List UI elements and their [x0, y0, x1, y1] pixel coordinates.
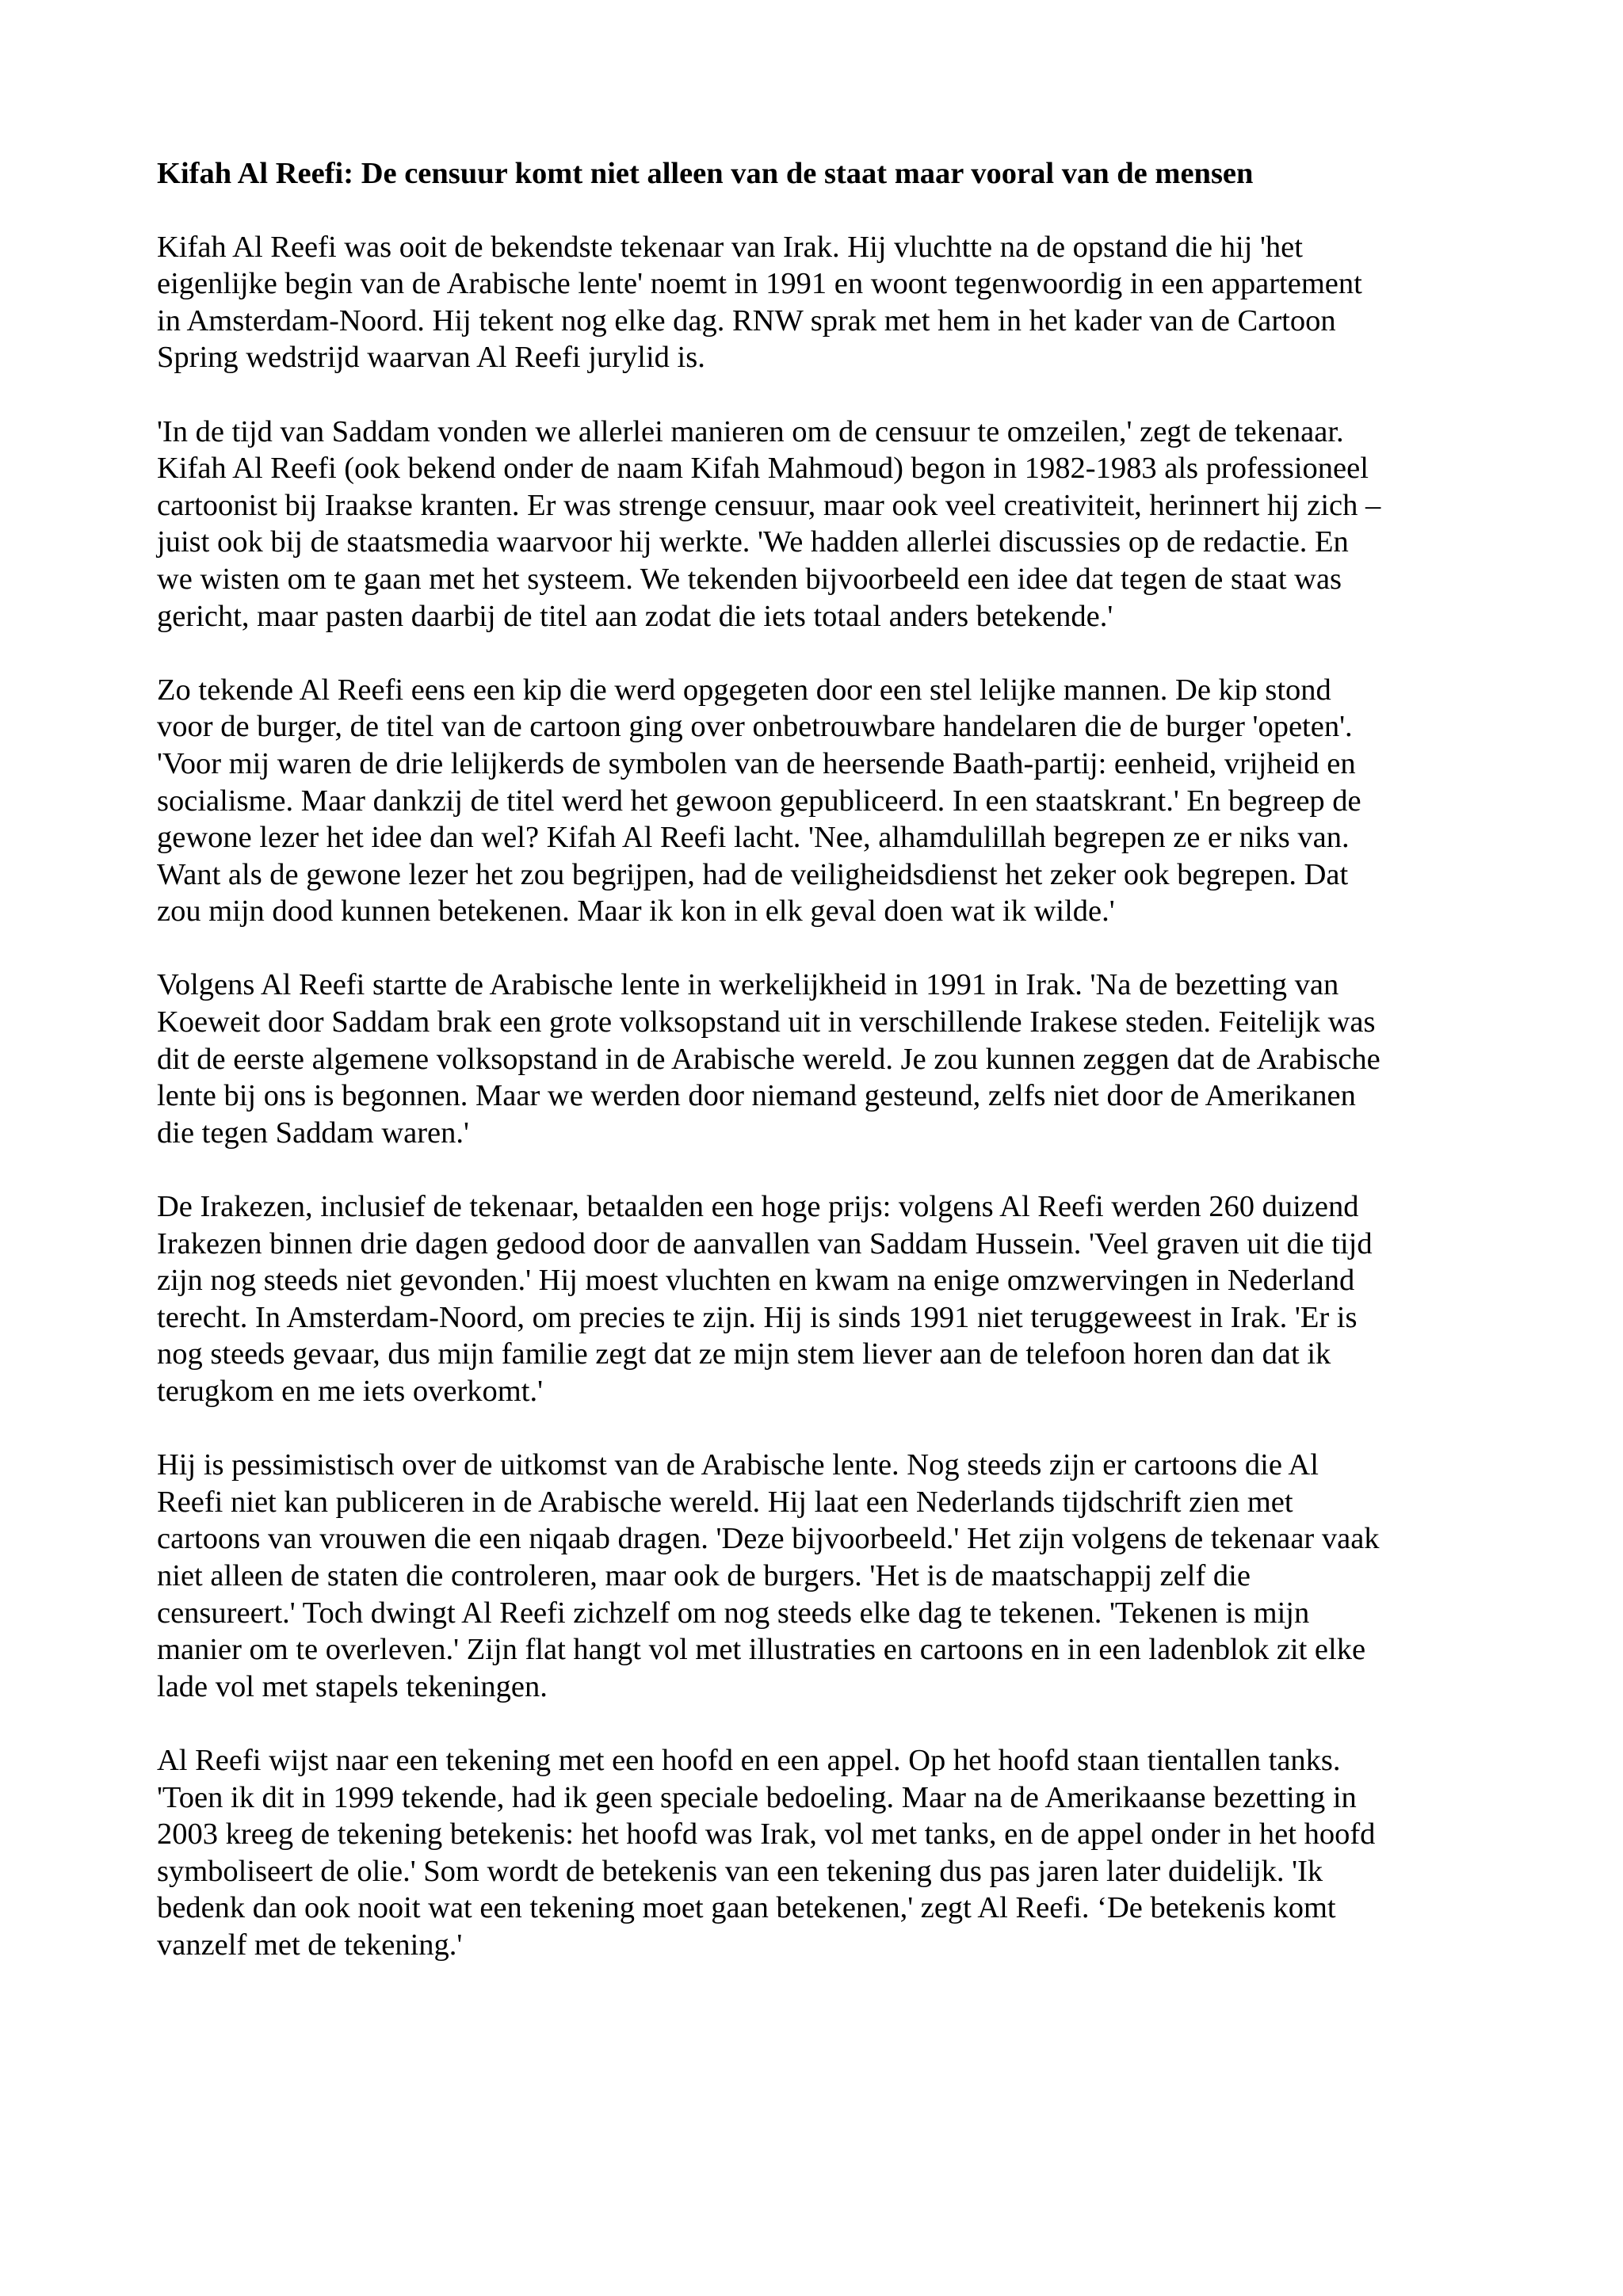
text-line: zou mijn dood kunnen betekenen. Maar ik kon in elk geval doen wat ik wilde.' [157, 894, 1115, 929]
text-line: Want als de gewone lezer het zou begrijpen, had de veiligheidsdienst het zeker ook begrepen. Dat [157, 857, 1349, 891]
text-line: terecht. In Amsterdam-Noord, om precies te zijn. Hij is sinds 1991 niet teruggeweest in Irak. 'Er is [157, 1300, 1358, 1334]
paragraph [157, 1742, 1504, 1964]
text-line: Reefi niet kan publiceren in de Arabische wereld. Hij laat een Nederlands tijdschrift zien met [157, 1485, 1293, 1519]
text-line: niet alleen de staten die controleren, maar ook de burgers. 'Het is de maatschappij zelf die [157, 1558, 1251, 1592]
text-line: lente bij ons is begonnen. Maar we werden door niemand gesteund, zelfs niet door de Amerikanen [157, 1079, 1356, 1113]
text-line: terugkom en me iets overkomt.' [157, 1375, 544, 1408]
text-line: lade vol met stapels tekeningen. [157, 1669, 548, 1703]
text-line: 'Voor mij waren de drie lelijkerds de symbolen van de heersende Baath-partij: eenheid, vrijheid en [157, 746, 1356, 780]
text-line: 'Toen ik dit in 1999 tekende, had ik geen speciale bedoeling. Maar na de Amerikaanse bezetting in [157, 1780, 1357, 1814]
text-line: gewone lezer het idee dan wel? Kifah Al Reefi lacht. 'Nee, alhamdulillah begrepen ze er niks van. [157, 821, 1350, 855]
paragraph [157, 1188, 1504, 1410]
text-line: cartoons van vrouwen die een niqaab dragen. 'Deze bijvoorbeeld.' Het zijn volgens de tekenaar vaak [157, 1522, 1380, 1556]
paragraph [157, 229, 1504, 376]
text-line: censureert.' Toch dwingt Al Reefi zichzelf om nog steeds elke dag te tekenen. 'Tekenen is mijn [157, 1596, 1310, 1630]
text-line: Volgens Al Reefi startte de Arabische lente in werkelijkheid in 1991 in Irak. 'Na de bezetting van [157, 968, 1339, 1002]
article-body [157, 155, 1504, 2000]
text-line: Spring wedstrijd waarvan Al Reefi jurylid is. [157, 341, 705, 375]
text-line: 2003 kreeg de tekening betekenis: het hoofd was Irak, vol met tanks, en de appel onder in het hoofd [157, 1817, 1376, 1852]
text-line: eigenlijke begin van de Arabische lente' noemt in 1991 en woont tegenwoordig in een appartement [157, 267, 1362, 301]
text-line: Hij is pessimistisch over de uitkomst van de Arabische lente. Nog steeds zijn er cartoons die Al [157, 1448, 1319, 1482]
text-line: zijn nog steeds niet gevonden.' Hij moest vluchten en kwam na enige omzwervingen in Nederland [157, 1264, 1355, 1298]
text-line: bedenk dan ook nooit wat een tekening moet gaan betekenen,' zegt Al Reefi. ‘De betekenis komt [157, 1891, 1336, 1925]
text-line: Irakezen binnen drie dagen gedood door de aanvallen van Saddam Hussein. 'Veel graven uit die tijd [157, 1226, 1373, 1261]
text-line: Koeweit door Saddam brak een grote volksopstand uit in verschillende Irakese steden. Feitelijk was [157, 1005, 1376, 1039]
text-line: nog steeds gevaar, dus mijn familie zegt dat ze mijn stem liever aan de telefoon horen dan dat ik [157, 1337, 1331, 1371]
text-line: Zo tekende Al Reefi eens een kip die werd opgegeten door een stel lelijke mannen. De kip stond [157, 673, 1331, 707]
paragraph [157, 672, 1504, 930]
text-line: socialisme. Maar dankzij de titel werd het gewoon gepubliceerd. In een staatskrant.' En begreep de [157, 784, 1361, 818]
text-line: we wisten om te gaan met het systeem. We tekenden bijvoorbeeld een idee dat tegen de staat was [157, 562, 1342, 596]
text-line: 'In de tijd van Saddam vonden we allerlei manieren om de censuur te omzeilen,' zegt de tekenaar. [157, 414, 1344, 448]
paragraph [157, 1447, 1504, 1705]
paragraph [157, 414, 1504, 635]
text-line: die tegen Saddam waren.' [157, 1116, 469, 1150]
text-line: Kifah Al Reefi (ook bekend onder de naam Kifah Mahmoud) begon in 1982-1983 als professioneel [157, 452, 1369, 486]
article-title: Kifah Al Reefi: De censuur komt niet alleen van de staat maar vooral van de mensen [157, 157, 1254, 190]
text-line: symboliseert de olie.' Som wordt de betekenis van een tekening dus pas jaren later duidelijk. 'Ik [157, 1854, 1323, 1888]
text-line: De Irakezen, inclusief de tekenaar, betaalden een hoge prijs: volgens Al Reefi werden 260 duizend [157, 1190, 1359, 1224]
paragraph [157, 967, 1504, 1151]
text-line: cartoonist bij Iraakse kranten. Er was strenge censuur, maar ook veel creativiteit, herinnert hij zich – [157, 488, 1381, 522]
text-line: gericht, maar pasten daarbij de titel aan zodat die iets totaal anders betekende.' [157, 599, 1113, 633]
text-line: Al Reefi wijst naar een tekening met een hoofd en een appel. Op het hoofd staan tientallen tanks. [157, 1743, 1341, 1777]
text-line: manier om te overleven.' Zijn flat hangt vol met illustraties en cartoons en in een ladenblok zit elke [157, 1633, 1366, 1667]
text-line: in Amsterdam-Noord. Hij tekent nog elke dag. RNW sprak met hem in het kader van de Cartoon [157, 303, 1336, 338]
text-line: vanzelf met de tekening.' [157, 1928, 463, 1962]
text-line: voor de burger, de titel van de cartoon ging over onbetrouwbare handelaren die de burger 'opeten'. [157, 710, 1353, 744]
text-line: juist ook bij de staatsmedia waarvoor hij werkte. 'We hadden allerlei discussies op de redactie. En [157, 525, 1349, 559]
text-line: Kifah Al Reefi was ooit de bekendste tekenaar van Irak. Hij vluchtte na de opstand die hij 'het [157, 230, 1303, 264]
text-line: dit de eerste algemene volksopstand in de Arabische wereld. Je zou kunnen zeggen dat de Arabische [157, 1042, 1381, 1076]
